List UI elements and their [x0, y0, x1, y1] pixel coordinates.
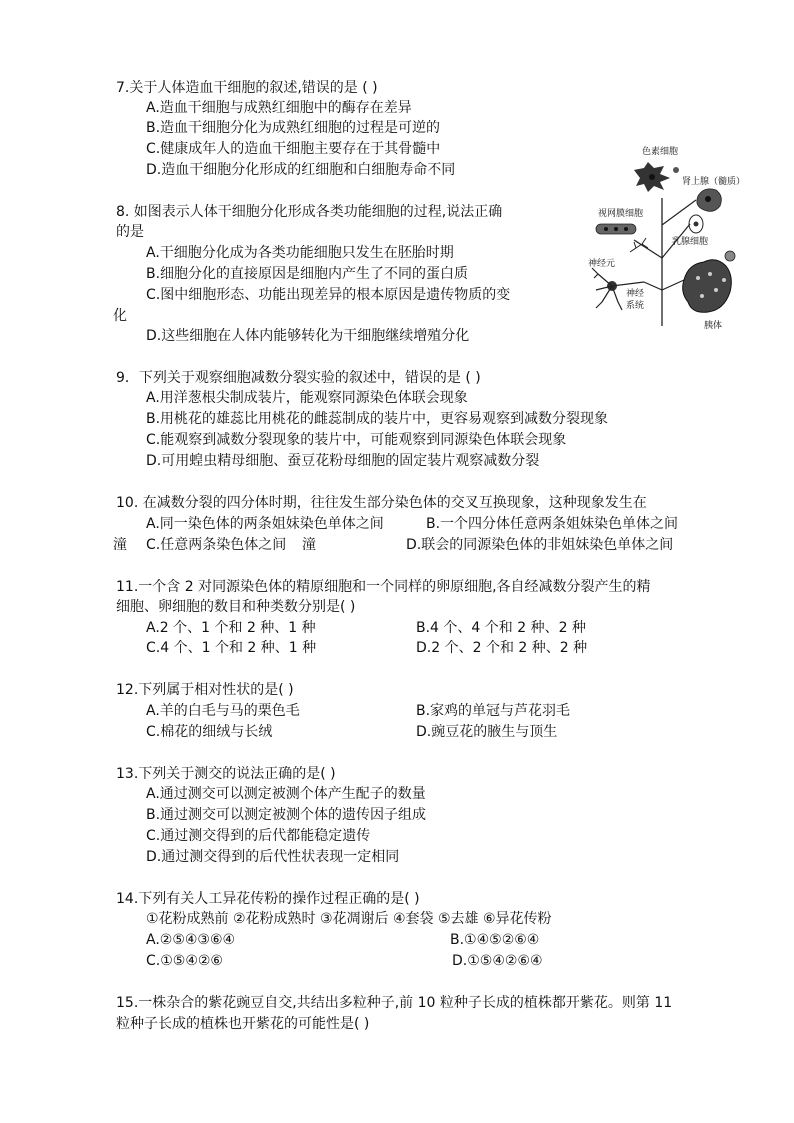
label-neuron: 神经元	[588, 259, 616, 269]
q15-stem-line1: 15.一株杂合的紫花豌豆自交,共结出多粒种子,前 10 粒种子长成的植株都开紫花。则第 11	[116, 995, 673, 1011]
q8-stem-line1: 8. 如图表示人体干细胞分化形成各类功能细胞的过程,说法正确	[116, 204, 503, 220]
q14-option-c: C.①⑤④②⑥	[146, 953, 223, 969]
q9-option-b: B.用桃花的雄蕊比用桃花的雌蕊制成的装片中，更容易观察到减数分裂现象	[146, 411, 609, 427]
q8-stem-line2: 的是	[116, 224, 144, 240]
q8-option-d: D.这些细胞在人体内能够转化为干细胞继续增殖分化	[146, 328, 470, 344]
mammary-cell-icon	[689, 215, 703, 233]
q12-option-d: D.豌豆花的腋生与顶生	[416, 724, 558, 740]
label-nervous-system-2: 系统	[626, 301, 645, 311]
q10-stem: 10. 在减数分裂的四分体时期，往往发生部分染色体的交叉互换现象，这种现象发生在	[116, 495, 647, 511]
q8-option-b: B.细胞分化的直接原因是细胞内产生了不同的蛋白质	[146, 266, 469, 282]
label-retina: 视网膜细胞	[598, 209, 644, 219]
q11-option-d: D.2 个、2 个和 2 种、2 种	[416, 640, 588, 656]
label-pancreas: 胰体	[704, 321, 723, 331]
q9-option-c: C.能观察到减数分裂现象的装片中，可能观察到同源染色体联会现象	[146, 432, 567, 448]
pancreas-icon	[683, 251, 735, 312]
q7-option-c: C.健康成年人的造血干细胞主要存在于其骨髓中	[146, 141, 441, 157]
q13-stem: 13.下列关于测交的说法正确的是( )	[116, 766, 336, 782]
label-mammary: 乳腺细胞	[672, 237, 709, 247]
diagram-svg	[584, 140, 784, 340]
adrenal-cell-icon	[697, 189, 721, 211]
q14-steps: ①花粉成熟前 ②花粉成熟时 ③花凋谢后 ④套袋 ⑤去雄 ⑥异花传粉	[146, 911, 552, 927]
q11-option-c: C.4 个、1 个和 2 种、1 种	[146, 640, 317, 656]
q10-option-b: B.一个四分体任意两条姐妹染色单体之间	[426, 516, 679, 532]
q10-option-c: C.任意两条染色体之间	[146, 537, 287, 553]
q12-option-b: B.家鸡的单冠与芦花羽毛	[416, 703, 571, 719]
q10-mark-right: 潼	[302, 537, 316, 553]
q14-stem: 14.下列有关人工异花传粉的操作过程正确的是( )	[116, 891, 420, 907]
q15-stem-line2: 粒种子长成的植株也开紫花的可能性是( )	[116, 1016, 370, 1032]
q8-option-a: A.干细胞分化成为各类功能细胞只发生在胚胎时期	[146, 245, 454, 261]
q13-option-c: C.通过测交得到的后代都能稳定遗传	[146, 828, 371, 844]
q12-option-a: A.羊的白毛与马的栗色毛	[146, 703, 300, 719]
q10-option-d: D.联会的同源染色体的非姐妹染色单体之间	[406, 537, 674, 553]
q10-option-a: A.同一染色体的两条姐妹染色单体之间	[146, 516, 384, 532]
stem-cell-differentiation-diagram	[584, 140, 784, 340]
q7-option-b: B.造血干细胞分化为成熟红细胞的过程是可逆的	[146, 120, 441, 136]
q10-mark-left: 潼	[113, 537, 127, 553]
q11-option-a: A.2 个、1 个和 2 种、1 种	[146, 620, 316, 636]
q13-option-a: A.通过测交可以测定被测个体产生配子的数量	[146, 786, 426, 802]
q7-option-a: A.造血干细胞与成熟红细胞中的酶存在差异	[146, 100, 412, 116]
label-pigment-cell: 色素细胞	[642, 147, 679, 157]
q11-stem-line2: 细胞、卵细胞的数目和种类数分别是( )	[116, 599, 356, 615]
neuron-icon	[592, 238, 648, 310]
q9-option-a: A.用洋葱根尖制成装片，能观察同源染色体联会现象	[146, 390, 468, 406]
q12-stem: 12.下列属于相对性状的是( )	[116, 682, 294, 698]
q11-option-b: B.4 个、4 个和 2 种、2 种	[416, 620, 586, 636]
q11-stem-line1: 11.一个含 2 对同源染色体的精原细胞和一个同样的卵原细胞,各自经减数分裂产生的精	[116, 579, 651, 595]
q9-option-d: D.可用蝗虫精母细胞、蚕豆花粉母细胞的固定装片观察减数分裂	[146, 453, 540, 469]
q8-option-c-line1: C.图中细胞形态、功能出现差异的根本原因是遗传物质的变	[146, 287, 511, 303]
q14-option-a: A.②⑤④③⑥④	[146, 932, 236, 948]
q7-stem: 7.关于人体造血干细胞的叙述,错误的是 ( )	[116, 80, 378, 96]
pigment-cell-icon	[634, 162, 679, 192]
q7-option-d: D.造血干细胞分化形成的红细胞和白细胞寿命不同	[146, 162, 456, 178]
q13-option-d: D.通过测交得到的后代性状表现一定相同	[146, 849, 400, 865]
label-nervous-system-1: 神经	[626, 289, 645, 299]
q14-option-d: D.①⑤④②⑥④	[452, 953, 543, 969]
q13-option-b: B.通过测交可以测定被测个体的遗传因子组成	[146, 807, 427, 823]
q8-option-c-line2: 化	[113, 308, 127, 324]
label-adrenal: 肾上腺（髓质）	[682, 177, 746, 187]
q14-option-b: B.①④⑤②⑥④	[450, 932, 540, 948]
q12-option-c: C.棉花的细绒与长绒	[146, 724, 273, 740]
q9-stem: 9．下列关于观察细胞减数分裂实验的叙述中，错误的是 ( )	[116, 370, 481, 386]
retina-cell-icon	[596, 224, 636, 234]
